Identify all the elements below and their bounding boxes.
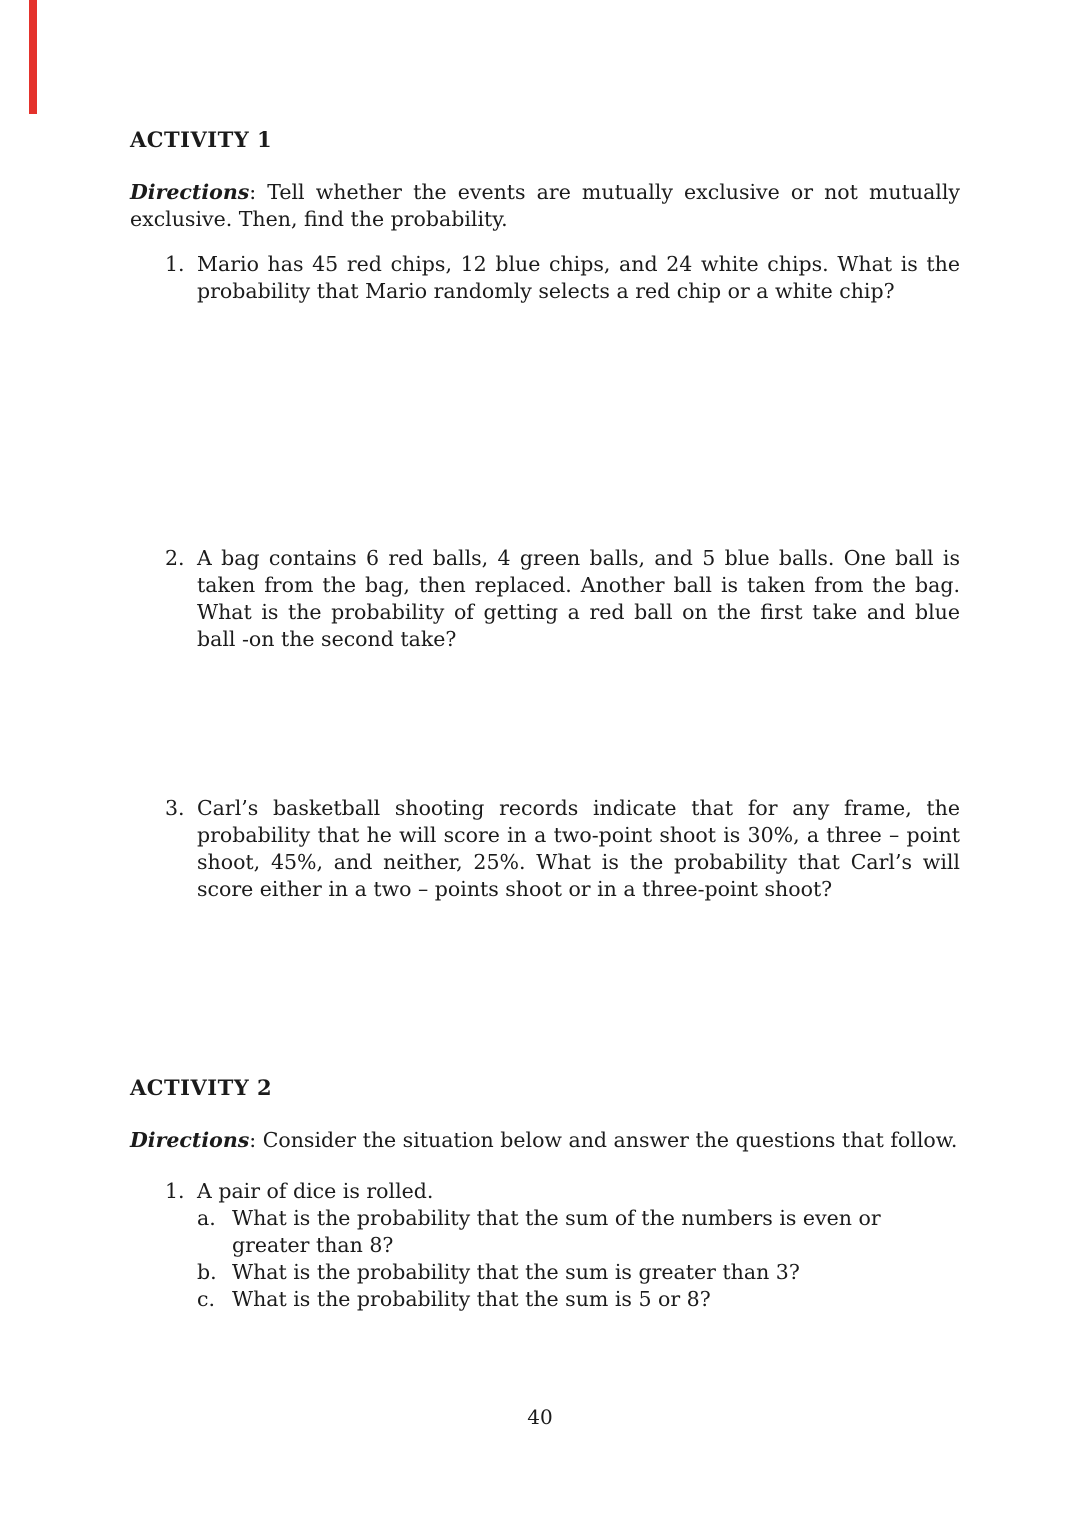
sub-list-item xyxy=(197,1286,960,1313)
activity1-title: ACTIVITY 1 xyxy=(130,127,273,152)
list-item-number: 1. xyxy=(165,1179,185,1203)
list-item xyxy=(130,1178,960,1313)
list-item-number: 2. xyxy=(165,546,185,570)
activity1-directions-text: : Tell whether the events are mutually exclusive or not mutually exclusive. Then, find the probability. xyxy=(130,180,960,231)
sub-list xyxy=(197,1205,960,1313)
list-item xyxy=(130,545,960,653)
list-item-text: Mario has 45 red chips, 12 blue chips, and 24 white chips. What is the probability that Mario randomly selects a red chip or a white chip? xyxy=(197,252,960,303)
list-item xyxy=(130,795,960,903)
sub-list-item xyxy=(197,1259,960,1286)
list-item xyxy=(130,251,960,305)
activity1-directions-label: Directions xyxy=(130,180,250,204)
activity2-directions-label: Directions xyxy=(130,1128,250,1152)
sub-list-item xyxy=(197,1205,960,1259)
sub-list-item-text: What is the probability that the sum is greater than 3? xyxy=(232,1260,800,1284)
list-item-text: A pair of dice is rolled. xyxy=(197,1179,434,1203)
sub-list-item-letter: a. xyxy=(197,1206,216,1230)
list-item-text: A bag contains 6 red balls, 4 green balls, and 5 blue balls. One ball is taken from the bag, then replaced. Another ball is taken from the bag. What is the probability of getting a red ball on the first take and blue ball -on the second take? xyxy=(197,546,960,651)
sub-list-item-text: What is the probability that the sum is 5 or 8? xyxy=(232,1287,711,1311)
list-item-text: Carl’s basketball shooting records indicate that for any frame, the probability that he will score in a two-point shoot is 30%, a three – point shoot, 45%, and neither, 25%. What is the probability that Carl’s will score either in a two – points shoot or in a three-point shoot? xyxy=(197,796,960,901)
activity2-title: ACTIVITY 2 xyxy=(130,1075,273,1100)
activity1-list xyxy=(130,251,960,903)
sub-list-item-letter: b. xyxy=(197,1260,217,1284)
scan-edge-mark xyxy=(29,0,37,114)
activity2-list xyxy=(130,1178,960,1313)
list-item-body xyxy=(197,1178,960,1313)
sub-list-item-letter: c. xyxy=(197,1287,215,1311)
activity2-directions-text: : Consider the situation below and answer the questions that follow. xyxy=(249,1128,958,1152)
list-item-number: 3. xyxy=(165,796,185,820)
list-item-number: 1. xyxy=(165,252,185,276)
page-number: 40 xyxy=(527,1405,553,1429)
activity1-directions xyxy=(130,179,960,233)
activity2-directions xyxy=(130,1127,960,1154)
sub-list-item-text: What is the probability that the sum of the numbers is even or greater than 8? xyxy=(232,1206,881,1257)
page-content xyxy=(130,0,960,1313)
